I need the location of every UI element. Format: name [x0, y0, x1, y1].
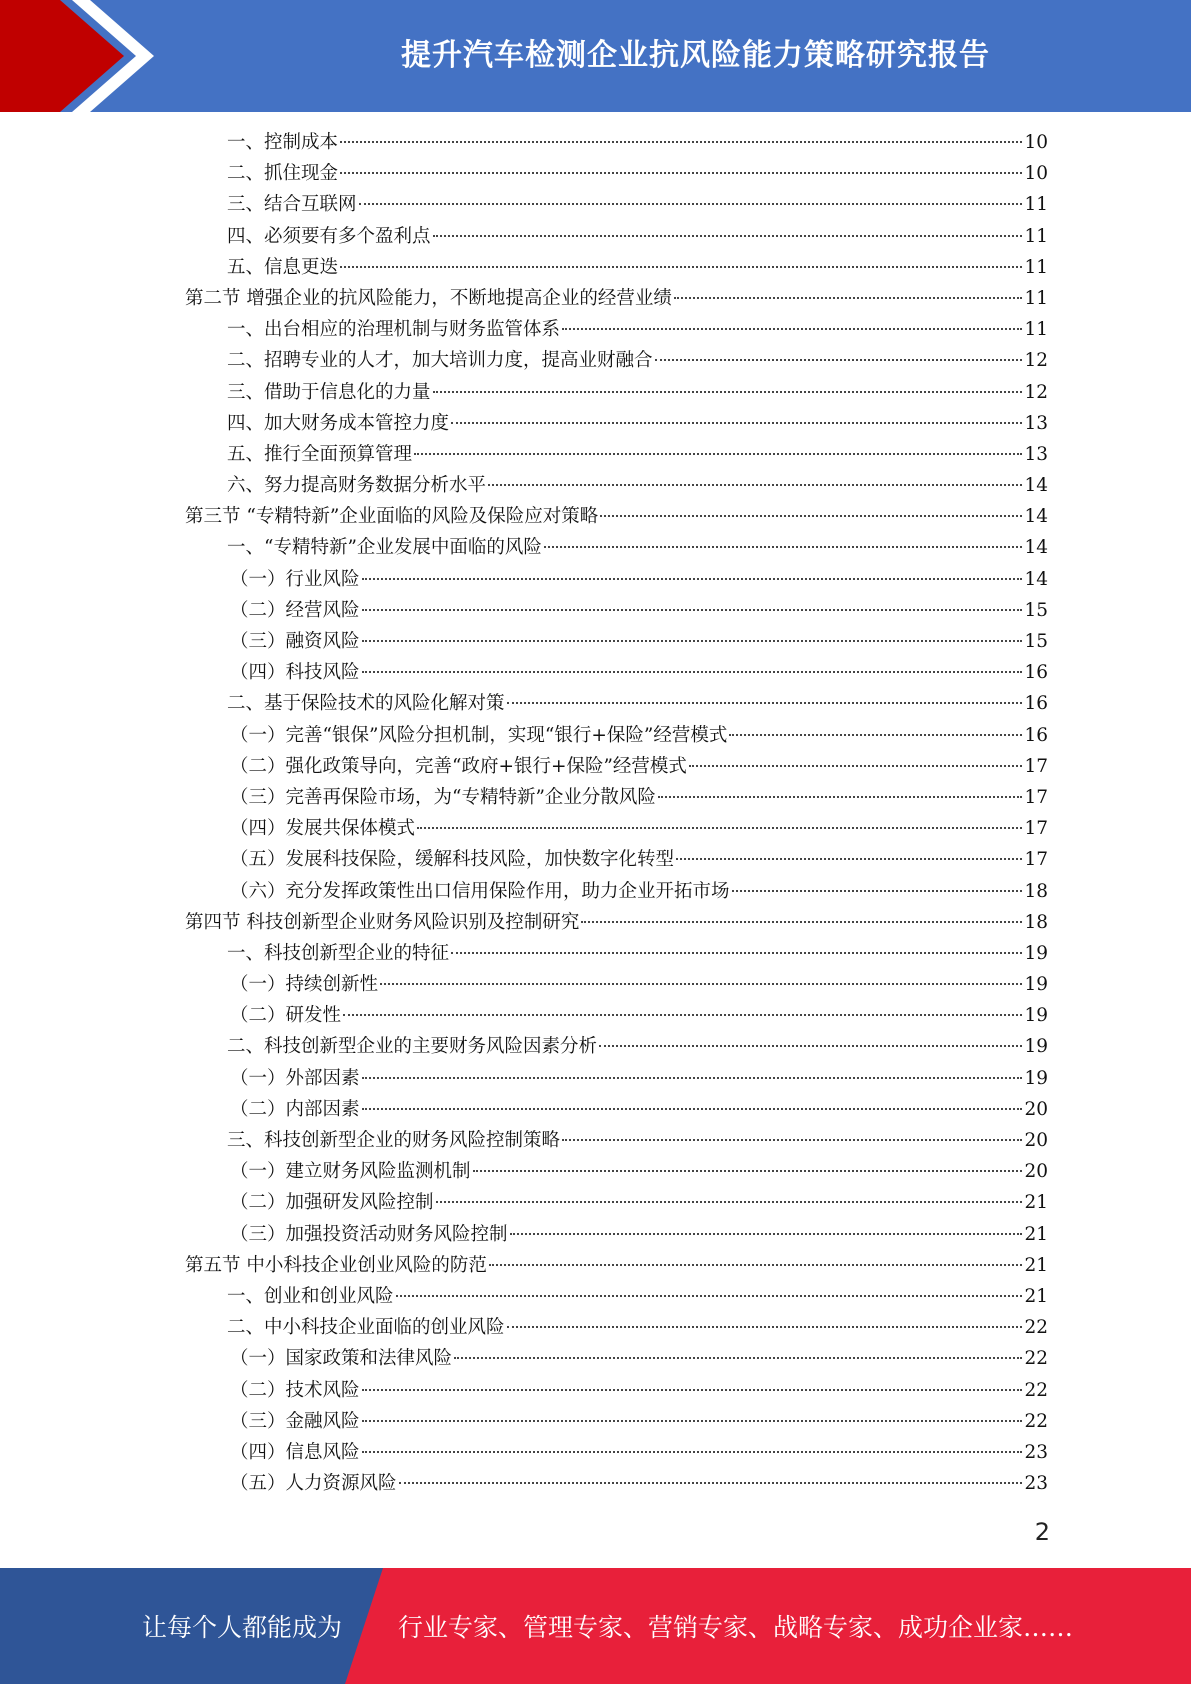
toc-entry-title: 第二节 增强企业的抗风险能力，不断地提高企业的经营业绩 [185, 287, 672, 309]
toc-entry-title: 一、“专精特新”企业发展中面临的风险 [227, 537, 542, 559]
toc-entry-title: 六、努力提高财务数据分析水平 [227, 475, 487, 497]
toc-entry-page: 12 [1024, 381, 1048, 403]
toc-entry[interactable] [0, 1063, 1191, 1094]
toc-dot-leader [562, 328, 1022, 330]
toc-entry-title: （二）强化政策导向，完善“政府+银行+保险”经营模式 [230, 755, 687, 777]
toc-entry-title: （一）外部因素 [230, 1067, 360, 1089]
toc-entry[interactable] [0, 1375, 1191, 1406]
toc-entry[interactable] [0, 657, 1191, 688]
toc-entry[interactable] [0, 439, 1191, 470]
toc-entry[interactable] [0, 532, 1191, 563]
toc-entry-page: 16 [1024, 662, 1048, 684]
toc-entry-page: 18 [1024, 911, 1048, 933]
toc-entry[interactable] [0, 1250, 1191, 1281]
toc-dot-leader [689, 765, 1023, 767]
toc-entry-page: 21 [1024, 1192, 1048, 1214]
toc-entry[interactable] [0, 938, 1191, 969]
toc-entry-page: 17 [1024, 849, 1048, 871]
toc-entry[interactable] [0, 1156, 1191, 1187]
footer-slogan-left: 让每个人都能成为 [142, 1613, 343, 1642]
toc-entry-title: 二、科技创新型企业的主要财务风险因素分析 [227, 1036, 598, 1058]
toc-entry[interactable] [0, 564, 1191, 595]
toc-entry-title: 二、基于保险技术的风险化解对策 [227, 693, 505, 715]
toc-entry[interactable] [0, 1312, 1191, 1343]
toc-entry-page: 22 [1024, 1410, 1048, 1432]
toc-dot-leader [658, 796, 1023, 798]
toc-entry-title: 一、出台相应的治理机制与财务监管体系 [227, 319, 561, 341]
toc-entry-page: 17 [1024, 786, 1048, 808]
toc-dot-leader [340, 141, 1022, 143]
toc-entry-title: 二、中小科技企业面临的创业风险 [227, 1317, 505, 1339]
toc-entry-page: 19 [1024, 1036, 1048, 1058]
toc-entry-title: （二）经营风险 [230, 599, 360, 621]
table-of-contents [0, 127, 1191, 1499]
toc-entry-title: （一）持续创新性 [230, 974, 379, 996]
toc-dot-leader [362, 578, 1023, 580]
toc-entry[interactable] [0, 189, 1191, 220]
toc-dot-leader [655, 359, 1023, 361]
toc-entry[interactable] [0, 782, 1191, 813]
toc-entry-page: 21 [1024, 1285, 1048, 1307]
toc-entry-title: （三）融资风险 [230, 631, 360, 652]
toc-entry-title: 五、推行全面预算管理 [227, 443, 413, 465]
toc-entry-title: （一）建立财务风险监测机制 [230, 1161, 471, 1183]
toc-entry-page: 21 [1024, 1223, 1048, 1245]
toc-entry[interactable] [0, 501, 1191, 532]
toc-dot-leader [380, 983, 1022, 985]
toc-entry-page: 14 [1024, 475, 1048, 497]
toc-dot-leader [544, 546, 1023, 548]
toc-dot-leader [489, 1264, 1023, 1266]
toc-entry-title: 一、创业和创业风险 [227, 1285, 394, 1307]
toc-entry-title: （五）发展科技保险，缓解科技风险，加快数字化转型 [230, 849, 675, 871]
toc-entry-page: 11 [1024, 225, 1048, 247]
toc-entry-page: 23 [1024, 1441, 1048, 1463]
toc-entry-title: 一、控制成本 [227, 132, 339, 153]
toc-entry[interactable] [0, 626, 1191, 657]
page-number: 2 [1034, 1518, 1050, 1546]
toc-dot-leader [507, 1326, 1023, 1328]
toc-entry[interactable] [0, 1468, 1191, 1499]
toc-entry[interactable] [0, 1281, 1191, 1312]
toc-entry[interactable] [0, 1343, 1191, 1374]
toc-entry-page: 11 [1024, 319, 1048, 341]
toc-entry[interactable] [0, 1219, 1191, 1250]
toc-entry-title: 第三节 “专精特新”企业面临的风险及保险应对策略 [185, 506, 599, 528]
toc-entry[interactable] [0, 158, 1191, 189]
toc-dot-leader [343, 1014, 1022, 1016]
toc-dot-leader [507, 702, 1023, 704]
toc-entry-title: （四）发展共保体模式 [230, 818, 416, 840]
toc-entry-title: （一）完善“银保”风险分担机制，实现“银行+保险”经营模式 [230, 724, 728, 746]
toc-entry[interactable] [0, 844, 1191, 875]
toc-dot-leader [362, 1420, 1023, 1422]
toc-entry-page: 15 [1024, 599, 1048, 621]
toc-entry[interactable] [0, 345, 1191, 376]
toc-entry-page: 12 [1024, 350, 1048, 372]
page-header [0, 0, 1191, 112]
toc-dot-leader [399, 1482, 1023, 1484]
toc-entry[interactable] [0, 813, 1191, 844]
toc-entry-title: 四、加大财务成本管控力度 [227, 412, 450, 434]
report-title: 提升汽车检测企业抗风险能力策略研究报告 [401, 38, 990, 73]
toc-entry-page: 22 [1024, 1348, 1048, 1370]
toc-entry-page: 16 [1024, 693, 1048, 715]
toc-dot-leader [362, 1389, 1023, 1391]
toc-entry[interactable] [0, 1000, 1191, 1031]
toc-dot-leader [451, 952, 1022, 954]
toc-entry-title: （三）完善再保险市场，为“专精特新”企业分散风险 [230, 786, 656, 808]
toc-dot-leader [362, 609, 1023, 611]
toc-dot-leader [600, 515, 1022, 517]
toc-entry[interactable] [0, 1031, 1191, 1062]
toc-entry[interactable] [0, 377, 1191, 408]
toc-entry-page: 14 [1024, 537, 1048, 559]
toc-entry-page: 16 [1024, 724, 1048, 746]
toc-entry-title: 四、必须要有多个盈利点 [227, 225, 431, 247]
toc-entry-page: 11 [1024, 194, 1048, 216]
toc-entry-page: 10 [1024, 163, 1048, 185]
toc-dot-leader [473, 1170, 1023, 1172]
toc-entry-title: （一）行业风险 [230, 568, 360, 590]
toc-entry-title: （五）人力资源风险 [230, 1473, 397, 1495]
toc-dot-leader [359, 203, 1023, 205]
toc-entry-title: （三）金融风险 [230, 1410, 360, 1432]
toc-entry-page: 19 [1024, 1067, 1048, 1089]
toc-entry-page: 13 [1024, 412, 1048, 434]
toc-dot-leader [396, 1295, 1023, 1297]
toc-entry-title: 二、招聘专业的人才，加大培训力度，提高业财融合 [227, 350, 653, 372]
toc-entry-title: （二）内部因素 [230, 1098, 360, 1120]
toc-dot-leader [417, 827, 1022, 829]
toc-dot-leader [362, 1077, 1023, 1079]
toc-entry[interactable] [0, 127, 1191, 158]
toc-entry[interactable] [0, 314, 1191, 345]
toc-dot-leader [451, 422, 1022, 424]
toc-entry-title: （二）研发性 [230, 1005, 342, 1027]
toc-entry-page: 14 [1024, 506, 1048, 528]
toc-dot-leader [729, 734, 1022, 736]
toc-entry-page: 20 [1024, 1098, 1048, 1120]
toc-dot-leader [362, 1108, 1023, 1110]
toc-entry[interactable] [0, 688, 1191, 719]
toc-entry-page: 19 [1024, 1005, 1048, 1027]
toc-entry-title: 第四节 科技创新型企业财务风险识别及控制研究 [185, 911, 580, 933]
toc-entry-title: （四）科技风险 [230, 662, 360, 684]
toc-entry-page: 19 [1024, 974, 1048, 996]
toc-entry[interactable] [0, 221, 1191, 252]
toc-entry[interactable] [0, 907, 1191, 938]
toc-entry-page: 21 [1024, 1254, 1048, 1276]
toc-entry[interactable] [0, 1094, 1191, 1125]
toc-entry-page: 20 [1024, 1161, 1048, 1183]
toc-entry-page: 19 [1024, 942, 1048, 964]
toc-entry[interactable] [0, 969, 1191, 1000]
toc-entry[interactable] [0, 470, 1191, 501]
toc-dot-leader [414, 453, 1022, 455]
toc-dot-leader [362, 640, 1023, 642]
toc-entry[interactable] [0, 1437, 1191, 1468]
toc-entry[interactable] [0, 283, 1191, 314]
toc-entry-page: 14 [1024, 568, 1048, 590]
toc-dot-leader [676, 858, 1022, 860]
toc-entry-page: 22 [1024, 1317, 1048, 1339]
toc-entry-title: 三、科技创新型企业的财务风险控制策略 [227, 1130, 561, 1151]
page-footer [0, 1568, 1191, 1684]
toc-entry-title: （六）充分发挥政策性出口信用保险作用，助力企业开拓市场 [230, 880, 730, 902]
toc-entry-page: 18 [1024, 880, 1048, 902]
toc-entry[interactable] [0, 720, 1191, 751]
toc-entry-title: 一、科技创新型企业的特征 [227, 942, 450, 964]
toc-entry-title: 第五节 中小科技企业创业风险的防范 [185, 1254, 487, 1276]
toc-entry-page: 10 [1024, 132, 1048, 153]
toc-entry-title: 五、信息更迭 [227, 256, 339, 278]
toc-entry-page: 11 [1024, 256, 1048, 278]
toc-entry-page: 20 [1024, 1130, 1048, 1151]
toc-entry-title: （一）国家政策和法律风险 [230, 1348, 453, 1370]
toc-dot-leader [362, 1451, 1023, 1453]
toc-dot-leader [674, 297, 1023, 299]
toc-dot-leader [433, 235, 1023, 237]
toc-entry[interactable] [0, 595, 1191, 626]
toc-dot-leader [581, 921, 1022, 923]
toc-entry[interactable] [0, 252, 1191, 283]
toc-entry-title: 二、抓住现金 [227, 163, 339, 185]
header-chevron-decoration [0, 0, 160, 112]
footer-slogan-right: 行业专家、管理专家、营销专家、战略专家、成功企业家…… [398, 1613, 1074, 1642]
toc-entry[interactable] [0, 1187, 1191, 1218]
toc-entry-title: （二）技术风险 [230, 1379, 360, 1401]
toc-entry-title: 三、结合互联网 [227, 194, 357, 216]
toc-dot-leader [340, 266, 1022, 268]
toc-dot-leader [433, 391, 1023, 393]
toc-dot-leader [732, 890, 1023, 892]
toc-dot-leader [362, 671, 1023, 673]
toc-entry-page: 13 [1024, 443, 1048, 465]
toc-entry[interactable] [0, 751, 1191, 782]
toc-entry-title: （四）信息风险 [230, 1441, 360, 1463]
toc-entry-title: （二）加强研发风险控制 [230, 1192, 434, 1214]
toc-dot-leader [599, 1045, 1022, 1047]
toc-entry-page: 11 [1024, 287, 1048, 309]
toc-entry[interactable] [0, 876, 1191, 907]
toc-entry[interactable] [0, 1125, 1191, 1156]
toc-dot-leader [510, 1233, 1023, 1235]
toc-entry-title: 三、借助于信息化的力量 [227, 381, 431, 403]
toc-dot-leader [436, 1201, 1023, 1203]
toc-entry-page: 23 [1024, 1473, 1048, 1495]
toc-dot-leader [488, 484, 1022, 486]
toc-entry-page: 22 [1024, 1379, 1048, 1401]
toc-entry-page: 15 [1024, 631, 1048, 652]
toc-dot-leader [454, 1357, 1022, 1359]
toc-entry[interactable] [0, 1406, 1191, 1437]
toc-dot-leader [340, 172, 1022, 174]
toc-dot-leader [562, 1139, 1022, 1141]
toc-entry-page: 17 [1024, 818, 1048, 840]
toc-entry-title: （三）加强投资活动财务风险控制 [230, 1223, 508, 1245]
toc-entry[interactable] [0, 408, 1191, 439]
toc-entry-page: 17 [1024, 755, 1048, 777]
